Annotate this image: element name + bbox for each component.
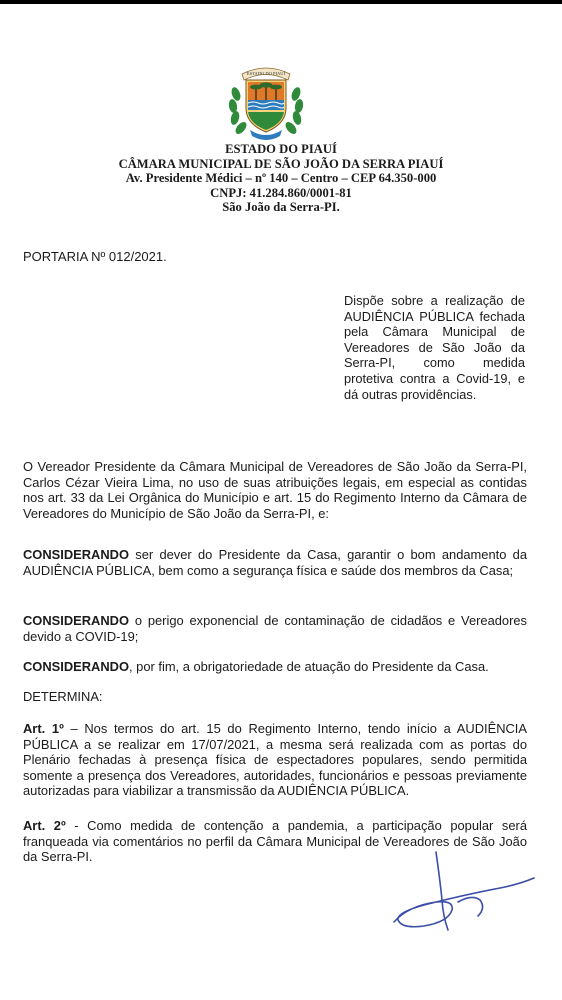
signature-icon bbox=[388, 850, 538, 935]
considerando-paragraph bbox=[23, 547, 527, 578]
considerando-text: , por fim, a obrigatoriedade de atuação do Presidente da Casa. bbox=[129, 659, 489, 674]
seal-ribbon-text: ESTADO DO PIAUÍ bbox=[246, 71, 286, 76]
document-header bbox=[0, 142, 562, 215]
considerando-text: ser dever do Presidente da Casa, garantir o bom andamento da AUDIÊNCIA PÚBLICA, bem como a segurança física e saúde dos membros da Casa; bbox=[23, 547, 527, 578]
considerando-text: o perigo exponencial de contaminação de cidadãos e Vereadores devido a COVID-19; bbox=[23, 613, 527, 644]
header-city: São João da Serra-PI. bbox=[222, 200, 340, 215]
article-paragraph bbox=[23, 721, 527, 799]
intro-paragraph: O Vereador Presidente da Câmara Municipal de Vereadores de São João da Serra-PI, Carlos Cézar Vieira Lima, no uso de suas atribuições legais, em especial as contidas nos art. 33 da Lei Orgânica do Município e art. 15 do Regimento Interno da Câmara de Vereadores do Município de São João da Serra-PI, e: bbox=[23, 459, 527, 521]
considerando-lead: CONSIDERANDO bbox=[23, 613, 129, 628]
determina-heading: DETERMINA: bbox=[23, 689, 103, 704]
considerando-paragraph bbox=[23, 613, 527, 644]
portaria-number: PORTARIA Nº 012/2021. bbox=[23, 249, 167, 264]
header-address: Av. Presidente Médici – nº 140 – Centro – CEP 64.350-000 bbox=[125, 171, 437, 186]
coat-of-arms-icon bbox=[226, 56, 306, 140]
article-lead: Art. 1º bbox=[23, 721, 64, 736]
considerando-paragraph bbox=[23, 659, 527, 675]
considerando-lead: CONSIDERANDO bbox=[23, 659, 129, 674]
article-text: - Como medida de contenção a pandemia, a participação popular será franqueada via comentários no perfil da Câmara Municipal de Vereadores de São João da Serra-PI. bbox=[23, 818, 527, 865]
considerando-lead: CONSIDERANDO bbox=[23, 547, 129, 562]
header-cnpj: CNPJ: 41.284.860/0001-81 bbox=[210, 185, 352, 200]
article-lead: Art. 2º bbox=[23, 818, 66, 833]
header-chamber: CÂMARA MUNICIPAL DE SÃO JOÃO DA SERRA PIAUÍ bbox=[118, 156, 444, 171]
ementa-summary: Dispõe sobre a realização de AUDIÊNCIA PÚBLICA fechada pela Câmara Municipal de Vereadores de São João da Serra-PI, como medida protetiva contra a Covid-19, e dá outras providências. bbox=[344, 293, 525, 402]
header-state: ESTADO DO PIAUÍ bbox=[225, 142, 337, 156]
article-text: – Nos termos do art. 15 do Regimento Interno, tendo início a AUDIÊNCIA PÚBLICA a se realizar em 17/07/2021, a mesma será realizada com as portas do Plenário fechadas à presença física de espectadores populares, sendo permitida somente a presença dos Vereadores, autoridades, funcionários e pessoas previamente autorizadas para viabilizar a transmissão da AUDIÊNCIA PÚBLICA. bbox=[23, 721, 527, 799]
top-edge-bar bbox=[0, 0, 562, 4]
